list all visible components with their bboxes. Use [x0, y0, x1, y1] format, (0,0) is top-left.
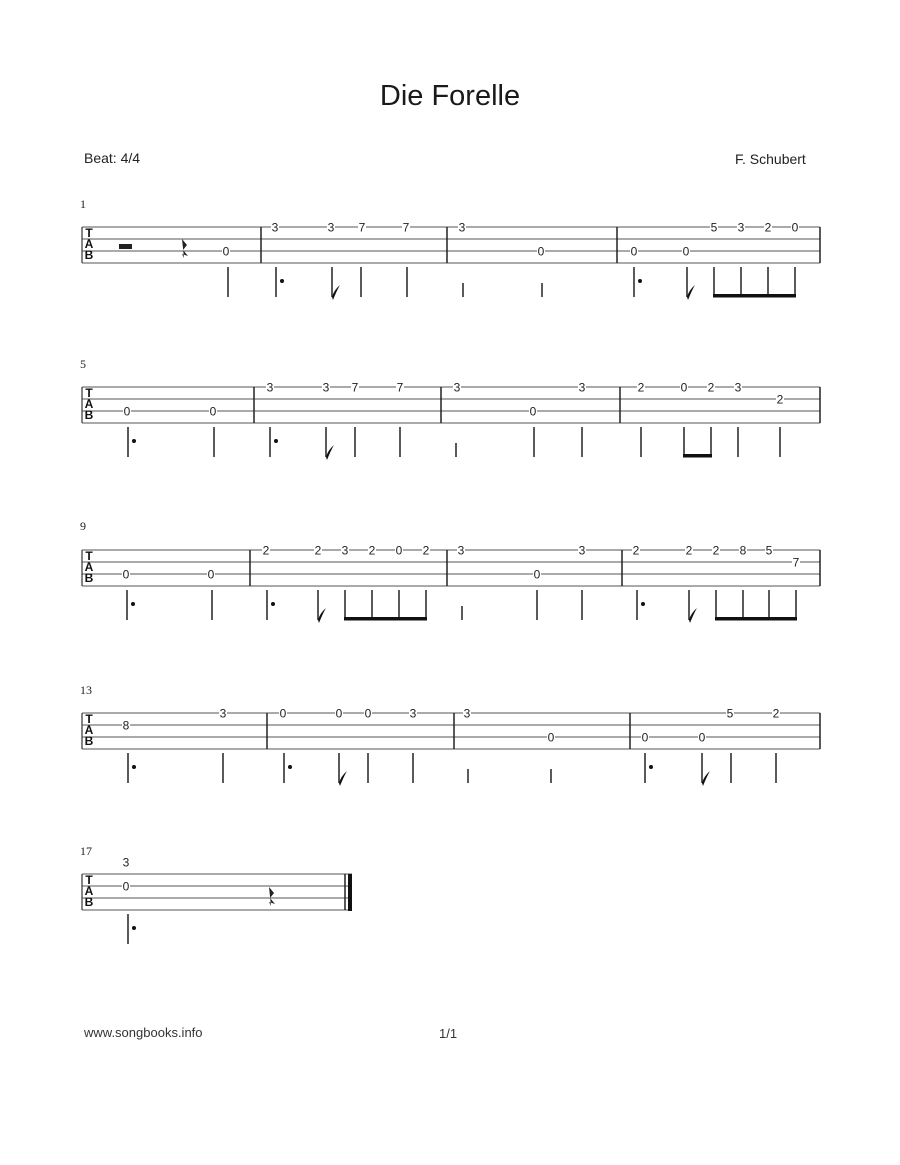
beam	[344, 617, 427, 621]
fret-number: 0	[364, 706, 372, 721]
fret-number: 2	[314, 543, 322, 558]
fret-number: 0	[123, 404, 131, 419]
fret-number: 2	[632, 543, 640, 558]
eighth-note-flag	[318, 608, 326, 623]
fret-number: 3	[409, 706, 417, 721]
fret-number: 5	[726, 706, 734, 721]
quarter-rest-icon	[269, 887, 275, 906]
tab-clef-letter: A	[84, 884, 94, 898]
fret-number: 3	[219, 706, 227, 721]
tab-clef-letter: T	[85, 226, 93, 240]
fret-number: 3	[341, 543, 349, 558]
beam	[713, 294, 796, 298]
measure-number: 1	[80, 197, 86, 211]
tab-clef-letter: A	[84, 397, 94, 411]
tab-clef-letter: B	[84, 571, 94, 585]
tab-clef-letter: B	[84, 248, 94, 262]
fret-number: 8	[739, 543, 747, 558]
fret-number: 2	[764, 220, 772, 235]
eighth-note-flag	[702, 771, 710, 786]
fret-number: 0	[533, 567, 541, 582]
dotted-note-dot	[131, 602, 135, 606]
fret-number: 0	[641, 730, 649, 745]
dotted-note-dot	[641, 602, 645, 606]
eighth-note-flag	[339, 771, 347, 786]
fret-number: 2	[772, 706, 780, 721]
fret-number: 3	[122, 855, 130, 870]
eighth-note-flag	[689, 608, 697, 623]
composer-name: F. Schubert	[735, 151, 806, 167]
dotted-note-dot	[288, 765, 292, 769]
fret-number: 3	[578, 380, 586, 395]
fret-number: 2	[422, 543, 430, 558]
fret-number: 7	[792, 555, 800, 570]
fret-number: 8	[122, 718, 130, 733]
measure-number: 17	[80, 844, 92, 858]
beam	[715, 617, 797, 621]
fret-number: 3	[271, 220, 279, 235]
time-signature-label: Beat: 4/4	[84, 150, 141, 166]
fret-number: 2	[368, 543, 376, 558]
fret-number: 0	[698, 730, 706, 745]
dotted-note-dot	[638, 279, 642, 283]
dotted-note-dot	[271, 602, 275, 606]
fret-number: 7	[351, 380, 359, 395]
measure-number: 5	[80, 357, 86, 371]
dotted-note-dot	[274, 439, 278, 443]
fret-number: 0	[395, 543, 403, 558]
dotted-note-dot	[132, 926, 136, 930]
dotted-note-dot	[280, 279, 284, 283]
fret-number: 0	[207, 567, 215, 582]
fret-number: 3	[463, 706, 471, 721]
tab-clef-letter: B	[84, 408, 94, 422]
measure-number: 9	[80, 519, 86, 533]
measure-number: 13	[80, 683, 92, 697]
final-barline-thick	[348, 874, 352, 911]
fret-number: 3	[578, 543, 586, 558]
fret-number: 3	[322, 380, 330, 395]
fret-number: 5	[710, 220, 718, 235]
fret-number: 3	[458, 220, 466, 235]
fret-number: 0	[122, 879, 130, 894]
fret-number: 3	[737, 220, 745, 235]
fret-number: 0	[682, 244, 690, 259]
fret-number: 2	[262, 543, 270, 558]
beam	[683, 454, 712, 458]
fret-number: 2	[776, 392, 784, 407]
tab-clef-letter: A	[84, 723, 94, 737]
fret-number: 3	[453, 380, 461, 395]
fret-number: 0	[122, 567, 130, 582]
page-number: 1/1	[439, 1026, 458, 1041]
fret-number: 0	[537, 244, 545, 259]
fret-number: 0	[222, 244, 230, 259]
tab-clef-letter: T	[85, 712, 93, 726]
eighth-note-flag	[326, 445, 334, 460]
tab-clef-letter: T	[85, 873, 93, 887]
fret-number: 3	[327, 220, 335, 235]
song-title: Die Forelle	[379, 80, 521, 112]
fret-number: 2	[712, 543, 720, 558]
fret-number: 5	[765, 543, 773, 558]
eighth-note-flag	[687, 285, 695, 300]
fret-number: 0	[630, 244, 638, 259]
fret-number: 0	[335, 706, 343, 721]
half-rest-icon	[119, 244, 132, 249]
tab-clef-letter: A	[84, 560, 94, 574]
fret-number: 2	[685, 543, 693, 558]
footer-website: www.songbooks.info	[84, 1025, 203, 1040]
dotted-note-dot	[132, 765, 136, 769]
tab-clef-letter: B	[84, 895, 94, 909]
dotted-note-dot	[132, 439, 136, 443]
fret-number: 2	[707, 380, 715, 395]
quarter-rest-icon	[182, 239, 188, 258]
fret-number: 0	[529, 404, 537, 419]
fret-number: 0	[791, 220, 799, 235]
fret-number: 7	[402, 220, 410, 235]
dotted-note-dot	[649, 765, 653, 769]
fret-number: 7	[396, 380, 404, 395]
fret-number: 7	[358, 220, 366, 235]
eighth-note-flag	[332, 285, 340, 300]
tab-clef-letter: A	[84, 237, 94, 251]
fret-number: 0	[209, 404, 217, 419]
fret-number: 3	[266, 380, 274, 395]
fret-number: 0	[547, 730, 555, 745]
fret-number: 0	[680, 380, 688, 395]
tab-clef-letter: B	[84, 734, 94, 748]
tab-clef-letter: T	[85, 386, 93, 400]
fret-number: 2	[637, 380, 645, 395]
fret-number: 0	[279, 706, 287, 721]
tab-clef-letter: T	[85, 549, 93, 563]
fret-number: 3	[734, 380, 742, 395]
fret-number: 3	[457, 543, 465, 558]
